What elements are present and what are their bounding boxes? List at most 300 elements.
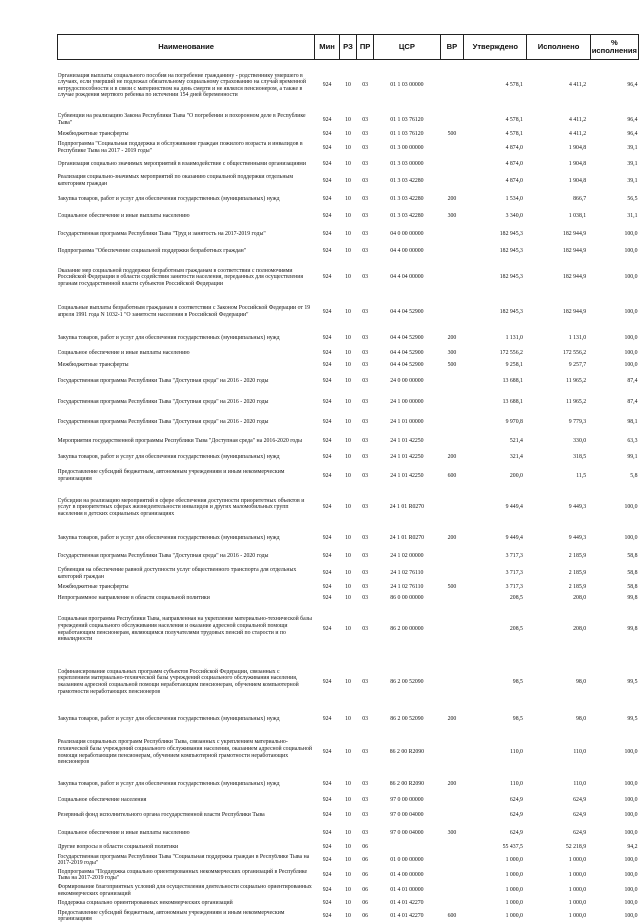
row-vr: 500: [447, 361, 457, 368]
row-approved: 110,0: [510, 749, 523, 756]
table-row: [58, 60, 639, 112]
row-csr: 01 3 03 42280: [390, 213, 424, 220]
row-vr: [440, 260, 464, 296]
row-vr: [440, 867, 464, 884]
row-vr: [440, 884, 464, 898]
row-executed: 208,0: [573, 626, 587, 633]
row-csr: 24 1 02 76110: [390, 583, 424, 590]
row-rz: 10: [345, 248, 351, 255]
row-executed: 1 000,0: [568, 887, 587, 894]
row-pr: 03: [362, 781, 369, 788]
row-pr: 03: [362, 334, 369, 341]
row-approved: 1 000,0: [505, 899, 523, 906]
table-row: [58, 260, 639, 296]
row-executed: 624,9: [573, 830, 587, 837]
header-pr: ПР: [357, 35, 374, 60]
row-executed: 1 000,0: [568, 912, 587, 919]
row-pr: 03: [362, 177, 369, 184]
row-pr: 03: [362, 144, 369, 151]
row-rz: 10: [345, 871, 351, 878]
row-csr: 24 1 01 42250: [390, 454, 424, 461]
row-rz: 10: [345, 899, 351, 906]
table-row: [58, 225, 639, 244]
row-min: 924: [322, 887, 332, 894]
row-percent: 100,0: [624, 749, 638, 756]
row-min: 924: [322, 844, 332, 851]
row-pr: 03: [362, 349, 369, 356]
table-row: [58, 450, 639, 466]
row-percent: 100,0: [624, 308, 638, 315]
row-pr: 03: [362, 437, 369, 444]
row-executed: 1 131,0: [568, 334, 587, 341]
table-row: [58, 244, 639, 260]
table-row: [58, 854, 639, 867]
row-min: 924: [322, 796, 332, 803]
row-csr: [374, 842, 440, 854]
header-csr: ЦСР: [374, 35, 440, 60]
row-vr: 200: [447, 195, 457, 202]
row-percent: 100,0: [624, 871, 638, 878]
row-csr: 97 0 00 00000: [390, 796, 424, 803]
row-pr: 03: [362, 82, 369, 89]
row-rz: 10: [345, 912, 351, 919]
table-row: [58, 656, 639, 709]
row-percent: 31,1: [627, 213, 638, 220]
table-row: [58, 157, 639, 173]
row-vr: [440, 60, 464, 112]
row-min: 924: [322, 361, 332, 368]
row-csr: 97 0 00 04000: [390, 812, 424, 819]
row-vr: 200: [447, 454, 457, 461]
row-csr: 04 4 04 00000: [390, 274, 424, 281]
row-vr: [440, 566, 464, 582]
row-rz: 10: [345, 361, 351, 368]
row-csr: 01 3 03 42280: [390, 195, 424, 202]
row-min: 924: [322, 626, 332, 633]
table-row: [58, 867, 639, 884]
row-name: Предоставление субсидий бюджетным, автономным учреждениям и иным некоммерческим организациям: [57, 469, 285, 482]
row-approved: 624,9: [509, 796, 523, 803]
table-row: [58, 884, 639, 898]
row-percent: 100,0: [624, 912, 638, 919]
row-percent: 94,2: [627, 844, 638, 851]
row-csr: 97 0 00 04000: [390, 830, 424, 837]
table-row: [58, 826, 639, 842]
row-rz: 10: [345, 454, 351, 461]
budget-execution-table: [57, 34, 639, 924]
row-min: 924: [322, 716, 332, 723]
table-row: [58, 775, 639, 795]
row-pr: 03: [362, 583, 369, 590]
row-csr: 04 4 04 52900: [390, 349, 424, 356]
header-rz: РЗ: [339, 35, 356, 60]
row-executed: 866,7: [573, 195, 587, 202]
row-name: Формирование благоприятных условий для осуществления деятельности социально ориентированных некоммерческих организаций: [57, 884, 312, 897]
row-vr: [440, 225, 464, 244]
row-executed: 182 944,9: [563, 248, 587, 255]
row-vr: [440, 898, 464, 909]
row-pr: 06: [362, 887, 369, 894]
table-row: [58, 296, 639, 329]
row-rz: 10: [345, 716, 351, 723]
row-pr: 03: [362, 230, 369, 237]
row-rz: 10: [345, 161, 351, 168]
row-approved: 182 945,3: [499, 308, 523, 315]
row-name: Реализация социально-значимых мероприятий по оказанию социальной поддержки отдельным категориям граждан: [57, 174, 293, 187]
row-min: 924: [322, 454, 332, 461]
row-csr: 24 1 01 00000: [390, 419, 424, 426]
row-vr: 500: [447, 583, 457, 590]
table-row: [58, 604, 639, 656]
row-executed: 4 411,2: [569, 82, 587, 89]
table-row: [58, 731, 639, 775]
row-percent: 99,8: [627, 626, 638, 633]
row-pr: 03: [362, 213, 369, 220]
row-percent: 96,4: [627, 116, 638, 123]
row-executed: 2 185,9: [568, 570, 587, 577]
row-approved: 1 000,0: [505, 871, 523, 878]
row-pr: 03: [362, 161, 369, 168]
table-row: [58, 582, 639, 593]
row-pr: 03: [362, 504, 369, 511]
row-min: 924: [322, 398, 332, 405]
row-executed: 1 000,0: [568, 899, 587, 906]
row-vr: 600: [447, 912, 457, 919]
row-csr: 01 3 00 00000: [390, 144, 424, 151]
row-min: 924: [322, 308, 332, 315]
row-csr: 04 0 00 00000: [390, 230, 424, 237]
row-executed: 9 257,7: [568, 361, 587, 368]
row-percent: 100,0: [624, 856, 638, 863]
row-executed: 11,5: [576, 472, 587, 479]
row-name: Государственная программа Республики Тыва "Труд и занятость на 2017-2019 годы": [57, 230, 266, 237]
row-approved: 1 000,0: [505, 912, 523, 919]
row-name: Реализация социальных программ Республики Тыва, связанных с укреплением материально-технической базы учреждений социального обслуживания населения, оказанием адресной социальной помощи неработающим пенсионерам, обучением компьютерной грамотности неработающих пенсионеров: [57, 739, 313, 766]
row-rz: 10: [345, 213, 351, 220]
table-row: [58, 348, 639, 359]
header-name: Наименование: [58, 35, 315, 60]
header-percent: % исполнения: [590, 35, 638, 60]
row-rz: 10: [345, 594, 351, 601]
row-pr: 03: [362, 716, 369, 723]
row-csr: 01 4 00 00000: [390, 871, 424, 878]
row-min: 924: [322, 871, 332, 878]
row-name: Социальная программа Республики Тыва, направленная на укрепление материально-технической базы учреждений социального обслуживания населения и оказание адресной социальной помощи неработающим пенсионерам, являющимся получателями трудовых пенсий по старости и по инвалидности: [57, 616, 312, 643]
row-name: Государственная программа Республики Тыва "Доступная среда" на 2016 - 2020 годы: [57, 553, 269, 560]
row-approved: 182 945,3: [499, 274, 523, 281]
row-percent: 100,0: [624, 812, 638, 819]
row-csr: 04 4 04 52900: [390, 361, 424, 368]
row-percent: 98,1: [627, 419, 638, 426]
row-approved: 9 449,4: [505, 534, 523, 541]
row-vr: [440, 806, 464, 826]
table-row: [58, 709, 639, 731]
row-rz: 10: [345, 82, 351, 89]
row-name: Подпрограмма "Поддержка социально ориентированных некоммерческих организаций в Республике Тыва на 2017-2019 годы": [57, 868, 308, 882]
row-percent: 100,0: [624, 504, 638, 511]
row-executed: 4 411,2: [569, 130, 587, 137]
row-csr: 04 4 04 52900: [390, 334, 424, 341]
row-min: 924: [322, 378, 332, 385]
row-approved: 1 000,0: [505, 887, 523, 894]
row-pr: 03: [362, 534, 369, 541]
row-rz: 10: [345, 583, 351, 590]
table-row: [58, 593, 639, 604]
row-rz: 10: [345, 749, 351, 756]
row-percent: 58,8: [627, 553, 638, 560]
header-min: Мин: [315, 35, 340, 60]
row-name: Организация социально значимых мероприятий в взаимодействие с общественными организациями: [57, 161, 306, 168]
row-pr: 03: [362, 796, 369, 803]
table-row: [58, 392, 639, 413]
row-name: Организация выплаты социального пособия на погребение гражданину - родственнику умершего в случаях, если умерший не подлежал обязательному социальному страхованию на случай временной нетрудоспособности и в связи с материнством на день смерти и не являлся пенсионером, а также в случае рождения мертвого ребенка по истечении 154 дней беременности: [57, 72, 306, 99]
row-csr: 01 4 01 42270: [390, 899, 424, 906]
row-vr: [440, 604, 464, 656]
row-pr: 03: [362, 378, 369, 385]
row-executed: 2 185,9: [568, 553, 587, 560]
row-executed: 182 944,9: [563, 230, 587, 237]
row-rz: 10: [345, 472, 351, 479]
row-vr: [440, 392, 464, 413]
row-rz: 10: [345, 781, 351, 788]
table-row: [58, 842, 639, 854]
row-rz: 10: [345, 887, 351, 894]
row-vr: 500: [447, 130, 457, 137]
table-row: [58, 795, 639, 806]
row-pr: 03: [362, 116, 369, 123]
row-min: 924: [322, 248, 332, 255]
row-name: Закупка товаров, работ и услуг для обеспечения государственных (муниципальных) нужд: [57, 454, 280, 461]
row-pr: 06: [362, 912, 369, 919]
row-approved: 624,9: [509, 812, 523, 819]
row-approved: 1 000,0: [505, 856, 523, 863]
row-csr: 24 1 00 00000: [390, 398, 424, 405]
row-name: Оказание мер социальной поддержки безработным гражданам в соответствии с полномочиями Российской Федерации в области содействия занятости населения, переданных для осуществления органам государственной власти субъектов Российской Федерации: [57, 267, 303, 287]
row-approved: 4 578,1: [505, 130, 523, 137]
row-executed: 1 038,1: [568, 213, 587, 220]
table-row: [58, 806, 639, 826]
row-csr: 86 2 00 R2090: [389, 749, 425, 756]
row-approved: 3 717,3: [505, 553, 523, 560]
row-name: Непрограммное направление в области социальной политики: [57, 594, 210, 601]
row-executed: 2 185,9: [568, 583, 587, 590]
table-row: [58, 529, 639, 548]
row-approved: 55 437,5: [502, 844, 523, 851]
row-min: 924: [322, 553, 332, 560]
row-approved: 13 688,1: [502, 378, 523, 385]
row-min: 924: [322, 912, 332, 919]
row-vr: [440, 157, 464, 173]
row-pr: 03: [362, 308, 369, 315]
row-vr: [440, 795, 464, 806]
row-approved: 182 945,3: [499, 248, 523, 255]
row-name: Предоставление субсидий бюджетным, автономным учреждениям и иным некоммерческим организациям: [57, 909, 285, 923]
row-name: Резервный фонд исполнительного органа государственной власти Республики Тыва: [57, 812, 265, 819]
row-min: 924: [322, 437, 332, 444]
row-min: 924: [322, 899, 332, 906]
row-csr: 86 2 00 00000: [390, 626, 424, 633]
row-name: Закупка товаров, работ и услуг для обеспечения государственных (муниципальных) нужд: [57, 716, 280, 723]
row-name: Субсидии на реализацию мероприятий в сфере обеспечения доступности приоритетных объектов и услуг в приоритетных сферах жизнедеятельности инвалидов и других маломобильных групп населения в детских социальных организациях: [57, 497, 305, 517]
row-name: Государственная программа Республики Тыва "Доступная среда" на 2016 - 2020 годы: [57, 398, 269, 405]
row-pr: 03: [362, 248, 369, 255]
row-executed: 11 965,2: [566, 378, 587, 385]
row-percent: 58,8: [627, 583, 638, 590]
row-approved: 4 874,0: [505, 144, 523, 151]
row-percent: 100,0: [624, 230, 638, 237]
row-rz: 10: [345, 144, 351, 151]
row-pr: 03: [362, 419, 369, 426]
row-min: 924: [322, 177, 332, 184]
row-name: Закупка товаров, работ и услуг для обеспечения государственных (муниципальных) нужд: [57, 334, 280, 341]
row-percent: 100,0: [624, 349, 638, 356]
row-name: Межбюджетные трансферты: [57, 130, 129, 137]
row-executed: 1 000,0: [568, 871, 587, 878]
row-min: 924: [322, 504, 332, 511]
row-name: Подпрограмма "Обеспечение социальной поддержки безработных граждан": [57, 248, 247, 255]
row-min: 924: [322, 82, 332, 89]
row-pr: 03: [362, 361, 369, 368]
row-min: 924: [322, 116, 332, 123]
row-name: Поддержка социально ориентированных некоммерческих организаций: [57, 899, 233, 906]
row-vr: [440, 842, 464, 854]
row-approved: 4 874,0: [505, 177, 523, 184]
row-vr: [440, 854, 464, 867]
row-min: 924: [322, 274, 332, 281]
row-rz: 10: [345, 349, 351, 356]
row-name: Подпрограмма "Социальная поддержка и обслуживание граждан пожилого возраста и инвалидов в Республике Тыва на 2017 - 2019 годы": [57, 141, 303, 154]
table-row: [58, 129, 639, 140]
row-name: Закупка товаров, работ и услуг для обеспечения государственных (муниципальных) нужд: [57, 781, 280, 788]
table-row: [58, 898, 639, 909]
row-vr: 300: [447, 830, 457, 837]
row-approved: 98,5: [512, 678, 523, 685]
row-rz: 10: [345, 130, 351, 137]
row-executed: 172 556,2: [563, 349, 587, 356]
table-row: [58, 487, 639, 529]
row-csr: 04 4 00 00000: [390, 248, 424, 255]
row-executed: 624,9: [573, 796, 587, 803]
row-rz: 10: [345, 378, 351, 385]
row-name: Государственная программа Республики Тыва "Доступная среда" на 2016 - 2020 годы: [57, 378, 269, 385]
row-name: Межбюджетные трансферты: [57, 583, 129, 590]
row-min: 924: [322, 213, 332, 220]
row-percent: 99,8: [627, 594, 638, 601]
row-percent: 99,5: [627, 678, 638, 685]
row-rz: 10: [345, 830, 351, 837]
row-vr: [440, 487, 464, 529]
row-csr: 01 1 03 00000: [390, 82, 424, 89]
row-approved: 4 578,1: [505, 116, 523, 123]
row-approved: 624,9: [509, 830, 523, 837]
row-percent: 100,0: [624, 361, 638, 368]
row-min: 924: [322, 678, 332, 685]
row-min: 924: [322, 534, 332, 541]
row-approved: 9 970,8: [505, 419, 523, 426]
row-percent: 96,4: [627, 82, 638, 89]
row-name: Софинансирование социальных программ субъектов Российской Федерации, связанных с укреплением материально-технической базы учреждений социального обслуживания населения, оказанием адресной социальной помощи неработающим пенсионерам, обучением компьютерной грамотности неработающих пенсионеров: [57, 668, 299, 695]
row-percent: 58,8: [627, 570, 638, 577]
row-vr: [440, 296, 464, 329]
row-approved: 3 717,3: [505, 583, 523, 590]
row-rz: 10: [345, 398, 351, 405]
row-percent: 56,5: [627, 195, 638, 202]
row-csr: 24 1 01 R0270: [389, 504, 425, 511]
row-executed: 1 904,8: [568, 144, 587, 151]
row-name: Социальное обеспечение и иные выплаты населению: [57, 830, 190, 837]
row-min: 924: [322, 570, 332, 577]
row-pr: 03: [362, 130, 369, 137]
row-pr: 06: [362, 871, 369, 878]
row-percent: 100,0: [624, 887, 638, 894]
row-csr: 01 4 01 42270: [390, 912, 424, 919]
row-rz: 10: [345, 844, 351, 851]
header-approved: Утверждено: [464, 35, 527, 60]
table-row: [58, 140, 639, 157]
row-min: 924: [322, 230, 332, 237]
row-executed: 182 944,9: [563, 274, 587, 281]
table-row: [58, 190, 639, 209]
row-pr: 03: [362, 570, 369, 577]
row-vr: 300: [447, 213, 457, 220]
row-name: Закупка товаров, работ и услуг для обеспечения государственных (муниципальных) нужд: [57, 534, 280, 541]
row-pr: 03: [362, 678, 369, 685]
row-min: 924: [322, 594, 332, 601]
row-rz: 10: [345, 678, 351, 685]
row-percent: 100,0: [624, 781, 638, 788]
row-min: 924: [322, 583, 332, 590]
row-vr: [440, 593, 464, 604]
table-row: [58, 372, 639, 392]
row-min: 924: [322, 472, 332, 479]
row-percent: 100,0: [624, 274, 638, 281]
row-min: 924: [322, 130, 332, 137]
row-pr: 03: [362, 594, 369, 601]
row-min: 924: [322, 856, 332, 863]
row-csr: 01 3 03 42280: [390, 177, 424, 184]
table-row: [58, 329, 639, 348]
row-name: Государственная программа Республики Тыва "Доступная среда" на 2016 - 2020 годы: [57, 419, 269, 426]
row-executed: 11 965,2: [566, 398, 587, 405]
row-executed: 624,9: [573, 812, 587, 819]
row-pr: 06: [362, 844, 369, 851]
row-vr: [440, 433, 464, 450]
header-executed: Исполнено: [527, 35, 590, 60]
row-csr: 24 1 01 42250: [390, 472, 424, 479]
row-min: 924: [322, 419, 332, 426]
row-percent: 87,4: [627, 398, 638, 405]
row-min: 924: [322, 334, 332, 341]
row-rz: 10: [345, 308, 351, 315]
row-name: Социальное обеспечение населения: [57, 796, 147, 803]
row-csr: 01 3 03 00000: [390, 161, 424, 168]
row-vr: 200: [447, 716, 457, 723]
row-vr: 200: [447, 781, 457, 788]
row-percent: 100,0: [624, 534, 638, 541]
row-name: Межбюджетные трансферты: [57, 361, 129, 368]
header-vr: ВР: [440, 35, 464, 60]
row-min: 924: [322, 812, 332, 819]
row-percent: 39,1: [627, 177, 638, 184]
row-approved: 521,4: [509, 437, 523, 444]
row-percent: 5,8: [630, 472, 638, 479]
row-executed: 9 779,3: [568, 419, 587, 426]
row-pr: 03: [362, 553, 369, 560]
table-row: [58, 173, 639, 190]
row-approved: 200,0: [509, 472, 523, 479]
row-rz: 10: [345, 116, 351, 123]
row-executed: 330,0: [573, 437, 587, 444]
